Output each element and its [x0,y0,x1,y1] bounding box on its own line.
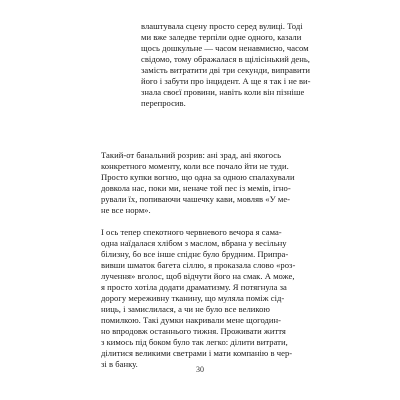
text-line: вивши шматок багета сіллю, я проказала слово «роз- [101,260,296,270]
text-line: білизну, бо все інше спіднє було брудним. Припра- [101,249,289,259]
quote-line: ми вже заледве терпіли одне одного, казали [141,32,302,42]
quote-line: перепросив. [141,98,186,108]
paragraph [101,227,327,370]
text-line: помилкою. Такі думки накривали мене щогодин- [101,315,282,325]
text-line: конкретного моменту, коли все почало йти не туди. [101,161,289,171]
text-line: лучення» вголос, щоб відчути його на смак. А може, [101,271,295,281]
text-line: я просто хотіла додати драматизму. Я потягнула за [101,282,287,292]
text-line: довкола нас, поки ми, неначе той пес із мемів, ігно- [101,183,291,193]
text-line: ниць, і замислилася, а чи не було все великою [101,304,270,314]
quote-line: свідомо, тому ображалася в щілісінький день, [141,54,310,64]
paragraph-gap [101,216,327,227]
quote-line: замість витратити дві три секунди, виправити [141,65,311,75]
text-line: но впродовж останнього тижня. Проживати життя [101,326,286,336]
text-line: дорогу мереживну тканину, що муляла поміж сід- [101,293,285,303]
text-line: Такий-от банальний розрив: ані зрад, ані якогось [101,150,282,160]
text-line: з кимось під боком було так легко: ділити витрати, [101,337,288,347]
page-number: 30 [196,365,204,374]
text-line: ділитися великими светрами і мати компанію в чер- [101,348,293,358]
text-line: І ось тепер спекотного червневого вечора я сама- [101,227,282,237]
text-line: одна наїдалася хлібом з маслом, вбрана у весільну [101,238,287,248]
quote-line: знала своєї провини, навіть коли він пізніше [141,87,305,97]
text-line: не все норм». [101,205,151,215]
body-text [101,150,327,370]
text-line: Просто купки вогню, що одна за одною спалахували [101,172,295,182]
text-line: рували їх, попиваючи чашечку кави, мовляв «У ме- [101,194,291,204]
quote-line: влаштувала сцену просто серед вулиці. Тоді [141,21,303,31]
text-line: зі в банку. [101,359,138,369]
paragraph [101,150,327,216]
quote-line: щось дошкульне — часом ненавмисно, часом [141,43,309,53]
indented-quote [141,21,327,109]
quote-line: його і забути про інцидент. А ще я так і не ви- [141,76,311,86]
